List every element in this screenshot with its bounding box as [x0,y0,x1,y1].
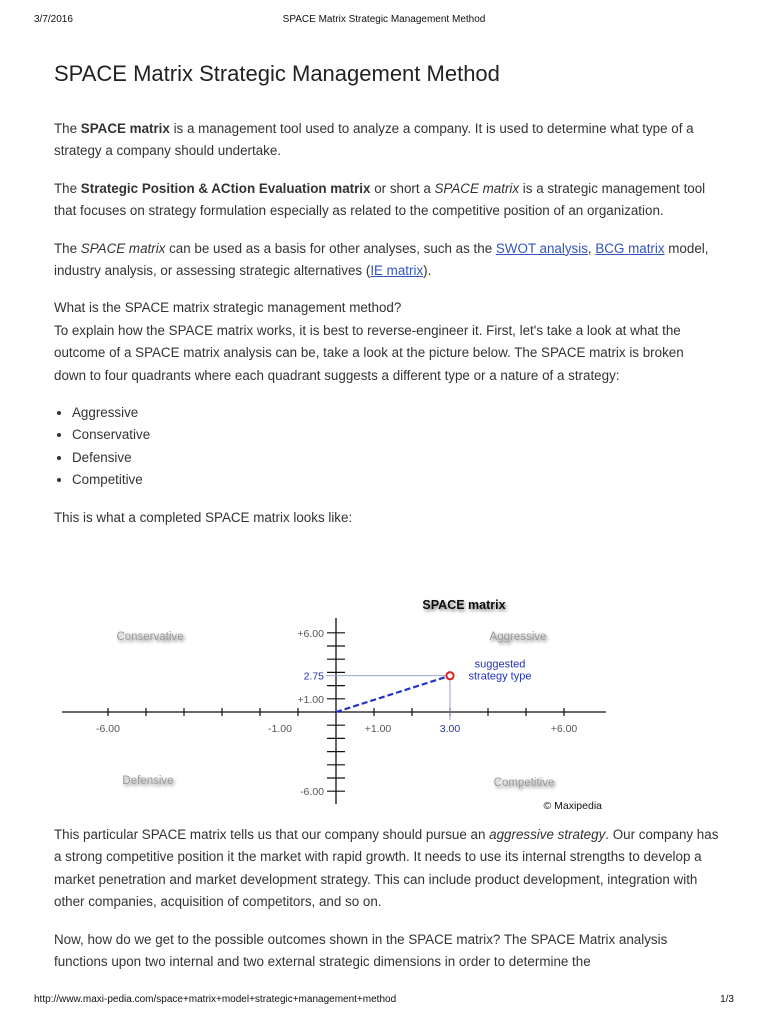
page-header [34,14,734,30]
y-tick-label: +6.00 [297,627,324,640]
text: ). [423,263,432,279]
y-tick-label-highlight: 2.75 [303,670,324,683]
x-tick-label: +6.00 [550,723,578,735]
text: The [54,180,81,196]
y-tick-label: +1.00 [297,693,324,706]
paragraph-interpretation [54,824,719,914]
x-tick-label-highlight: 3.00 [439,723,461,735]
page-title: SPACE Matrix Strategic Management Method [54,61,500,86]
source-url: http://www.maxi-pedia.com/space+matrix+model+strategic+management+method [34,994,397,1005]
bcg-matrix-link[interactable]: BCG matrix [595,240,665,256]
paragraph-explanation [54,297,719,387]
text: or short a [370,180,435,196]
quadrant-label-conservative: Conservative [116,631,184,643]
text: The [54,121,81,136]
x-tick-label: -6.00 [96,723,120,735]
question-line: What is the SPACE matrix strategic management method? [54,300,402,316]
quadrant-label-competitive: Competitive [493,777,555,789]
italic-term: SPACE matrix [80,240,166,256]
italic-term: SPACE matrix [434,180,520,196]
bold-term: SPACE matrix [80,121,170,136]
copyright-label: © Maxipedia [543,800,602,812]
direction-vector [336,676,450,712]
page-footer [34,994,734,1010]
list-item: • Conservative [72,424,719,446]
space-matrix-chart [54,592,614,816]
italic-term: aggressive strategy [489,827,606,842]
article-continued [54,824,719,988]
print-title: SPACE Matrix Strategic Management Method [282,14,486,25]
list-item: • Defensive [72,447,719,469]
quadrant-label-defensive: Defensive [122,775,174,787]
chart-title: SPACE matrix [422,598,506,612]
chart-svg [54,592,614,816]
text: This particular SPACE matrix tells us that our company should pursue an [54,827,490,842]
bold-term: Strategic Position & ACtion Evaluation matrix [80,180,371,196]
print-date: 3/7/2016 [34,14,73,25]
x-tick-label: -1.00 [268,723,292,735]
point-label: suggested [474,658,526,671]
quadrant-label-aggressive: Aggressive [489,631,547,643]
point-label: strategy type [468,670,532,683]
text: is a strategic management tool that focuses on strategy formulation especially as related to the competitive position of an organization. [54,180,706,219]
strategy-point [446,672,453,679]
text: The [54,240,81,256]
page-number: 1/3 [720,994,734,1005]
x-tick-label: +1.00 [364,723,392,735]
paragraph-intro [54,118,719,163]
ie-matrix-link[interactable]: IE matrix [370,263,424,279]
paragraph-figure-intro: This is what a completed SPACE matrix looks like: [54,509,353,525]
text: is a management tool used to analyze a company. It is used to determine what type of a strategy a company should undertake. [54,121,694,159]
text: To explain how the SPACE matrix works, it is best to reverse-engineer it. First, let's take a look at what the outcome of a SPACE matrix analysis can be, take a look at the picture below. The SPACE matrix is broken down to four quadrants where each quadrant suggests a different type or a nature of a strategy: [54,322,684,383]
paragraph-uses [54,238,719,283]
paragraph-definition [54,178,719,223]
article [54,58,719,544]
text: , [587,240,596,256]
swot-analysis-link[interactable]: SWOT analysis [495,240,588,256]
y-tick-label: -6.00 [300,786,324,799]
paragraph-dimensions: Now, how do we get to the possible outcomes shown in the SPACE matrix? The SPACE Matrix analysis functions upon two internal and two external strategic dimensions in order to determine the [54,931,668,970]
text: can be used as a basis for other analyses, such as the [165,240,496,256]
strategy-list [54,402,719,492]
list-item: • Aggressive [72,402,719,424]
list-item: • Competitive [72,469,719,491]
text: . Our company has a strong competitive position it the market with rapid growth. It needs to use its internal strengths to develop a market penetration and market development strategy. This can include product development, integration with other companies, acquisition of competitors, and so on. [54,827,719,910]
text: model, industry analysis, or assessing strategic alternatives ( [54,240,709,279]
